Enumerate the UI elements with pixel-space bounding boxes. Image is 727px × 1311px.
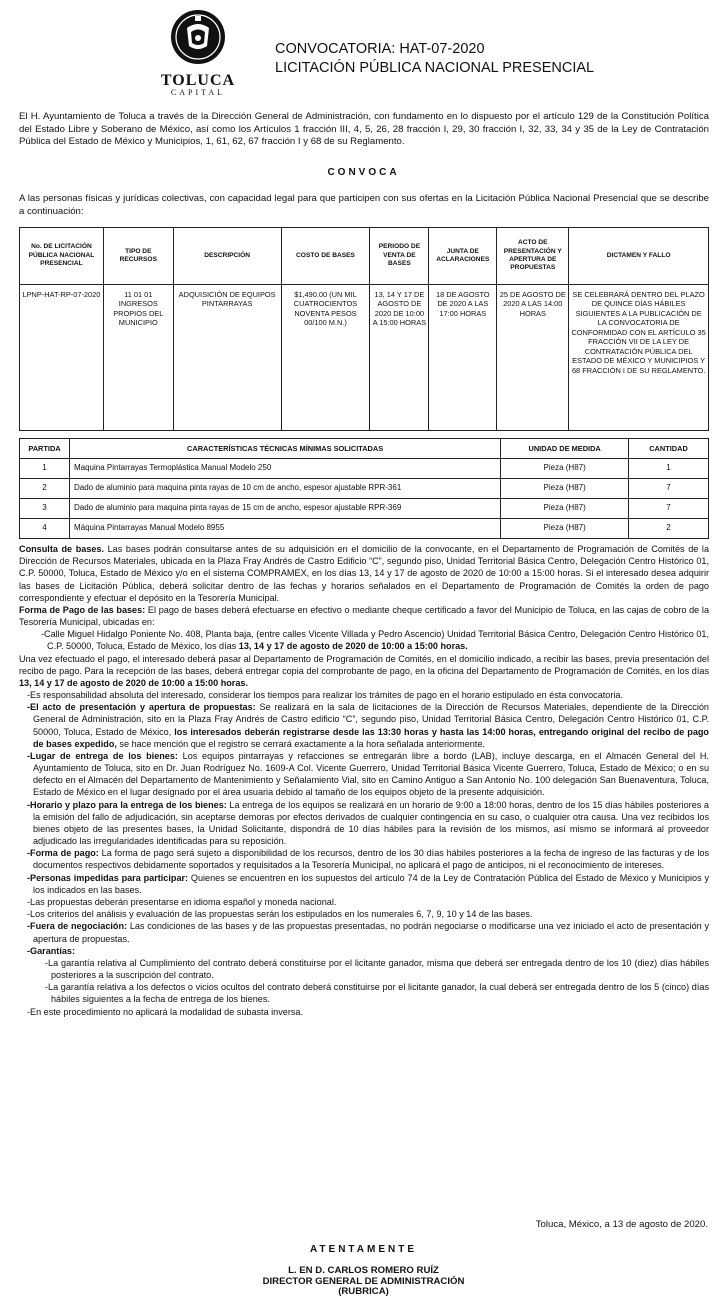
table-cell: 7 xyxy=(629,499,709,519)
table-header: No. DE LICITACIÓN PÚBLICA NACIONAL PRESENCIAL xyxy=(20,228,104,285)
criterios-paragraph: -Los criterios del análisis y evaluación de las propuestas serán los estipulados en los numerales 6, 7, 9, 10 y 14 de las bases. xyxy=(27,909,533,920)
table-header: DESCRIPCIÓN xyxy=(173,228,281,285)
forma-bases-paragraph: Forma de Pago de las bases: El pago de bases deberá efectuarse en efectivo o mediante cheque certificado a favor del Municipio de Toluca, en las cajas de cobro de la Tesorería Municipal, ubicadas en: xyxy=(19,604,710,628)
table-header: TIPO DE RECURSOS xyxy=(103,228,173,285)
table-cell: 7 xyxy=(629,479,709,499)
logo-name: TOLUCA xyxy=(160,71,236,89)
forma-bases-label: Forma de Pago de las bases: xyxy=(19,604,146,615)
table-cell: $1,490.00 (UN MIL CUATROCIENTOS NOVENTA PESOS 00/100 M.N.) xyxy=(281,285,370,431)
table-cell: LPNP-HAT-RP-07-2020 xyxy=(20,285,104,431)
table-cell: 2 xyxy=(629,519,709,539)
table-cell: Dado de aluminio para maquina pinta rayas de 15 cm de ancho, espesor ajustable RPR-369 xyxy=(69,499,500,519)
table-header: UNIDAD DE MEDIDA xyxy=(501,439,629,459)
intro-paragraph: El H. Ayuntamiento de Toluca a través de la Dirección General de Administración, con fundamento en lo dispuesto por el artículo 129 de la Constitución Política del Estado Libre y Soberano de México, así como los Artículos 1 fracción III, 4, 5, 26, 28 fracción I, 29, 30 fracción I, 32, 33, 34 y 35 de la Ley de Contratación Pública del Estado de México y Municipios, 1, 61, 62, 67 fracción I y 68 de su Reglamento. xyxy=(19,111,709,148)
table-row xyxy=(20,499,709,519)
responsabilidad-paragraph: -Es responsabilidad absoluta del interesado, considerar los tiempos para realizar los trámites de pago en el horario estipulado en ésta convocatoria. xyxy=(27,690,623,701)
table-cell: 11 01 01 INGRESOS PROPIOS DEL MUNICIPIO xyxy=(103,285,173,431)
convoca-heading: CONVOCA xyxy=(327,167,400,178)
negociacion-label: -Fuera de negociación: xyxy=(27,921,128,932)
terms-body xyxy=(19,543,709,1018)
table-cell: Pieza (H87) xyxy=(501,479,629,499)
efectuado-paragraph: Una vez efectuado el pago, el interesado deberá pasar al Departamento de Programación de Comités, en el domicilio indicado, a recibir las bases, previa presentación del recibo de pago. Para la recepción de las bases, deberá entregar copia del comprobante de pago, en la oficina del Departamento de Programación de Comités, en los días 13, 14 y 17 de agosto de 2020 de 10:00 a 15:00 horas. xyxy=(19,653,709,688)
signature-block xyxy=(0,1266,727,1298)
toluca-logo xyxy=(158,8,238,97)
table-header: COSTO DE BASES xyxy=(281,228,370,285)
consulta-paragraph: Consulta de bases. Las bases podrán consultarse antes de su adquisición en el domicilio de la convocante, en el Departamento de Programación de Comités de la Dirección de Recursos Materiales, ubicada en la Plaza Fray Andrés de Castro Edificio “C”, segundo piso, Unidad Territorial Básica Centro, Delegación Centro Histórico 01, C.P. 50000, Toluca, Estado de México y/o en el sistema COMPRAMEX, en los días 13, 14 y 17 de agosto de 2020 de 10:00 a 15:00 horas. Si el interesado desea adquirir las bases de Licitación Pública, deberá solicitar dentro de las fechas y horarios señalados en el Departamento de Programación de Comités la orden de pago correspondiente y efectuar el depósito en la Tesorería Municipal. xyxy=(19,544,709,603)
table-cell: Máquina Pintarrayas Manual Modelo 8955 xyxy=(69,519,500,539)
calle-paragraph: -Calle Miguel Hidalgo Poniente No. 408, Planta baja, (entre calles Vicente Villada y Pedro Ascencio) Unidad Territorial Básica Centro, Delegación Centro Histórico 01, C.P. 50000, Toluca, Estado de México, los días 13, 14 y 17 de agosto de 2020 de 10:00 a 15:00 horas. xyxy=(41,629,709,652)
page-title xyxy=(275,40,594,77)
table-cell: ADQUISICIÓN DE EQUIPOS PINTARRAYAS xyxy=(173,285,281,431)
table-cell: Pieza (H87) xyxy=(501,519,629,539)
subasta-paragraph: -En este procedimiento no aplicará la modalidad de subasta inversa. xyxy=(27,1006,304,1017)
document-date: Toluca, México, a 13 de agosto de 2020. xyxy=(535,1219,708,1230)
rubrica-label: (RUBRICA) xyxy=(338,1286,389,1298)
table-header: ACTO DE PRESENTACIÓN Y APERTURA DE PROPUESTAS xyxy=(497,228,569,285)
table-header-row xyxy=(20,439,709,459)
table-cell: 18 DE AGOSTO DE 2020 A LAS 17:00 HORAS xyxy=(429,285,497,431)
table-header-row xyxy=(20,228,709,285)
table-header: CARACTERÍSTICAS TÉCNICAS MÍNIMAS SOLICITADAS xyxy=(69,439,500,459)
acto-paragraph: -El acto de presentación y apertura de propuestas: Se realizará en la sala de licitaciones de la Dirección de Recursos Materiales, dependiente de la Dirección General de Administración, sito en la Plaza Fray Andrés de Castro edificio “C”, segundo piso, Unidad Territorial Básica Centro, Delegación Centro Histórico 01, C.P. 50000, Toluca, Estado de México, los interesados deberán registrarse desde las 13:30 horas y hasta las 14:00 horas, entregando original del recibo de pago de bases expedido, se hace mención que el registro se cerrará exactamente a la hora señalada anteriormente. xyxy=(27,702,709,749)
table-cell: Dado de aluminio para maquina pinta rayas de 10 cm de ancho, espesor ajustable RPR-361 xyxy=(69,479,500,499)
licitacion-table xyxy=(19,227,709,431)
table-row xyxy=(20,479,709,499)
impedidas-label: -Personas impedidas para participar: xyxy=(27,872,189,883)
table-cell: Pieza (H87) xyxy=(501,499,629,519)
partidas-table xyxy=(19,438,709,539)
atentamente-heading: ATENTAMENTE xyxy=(309,1244,418,1255)
garantias-heading: -Garantías: xyxy=(27,945,76,956)
consulta-label: Consulta de bases. xyxy=(19,544,105,554)
table-cell: 1 xyxy=(629,459,709,479)
horario-label: -Horario y plazo para la entrega de los bienes: xyxy=(27,799,227,810)
table-header: PERIODO DE VENTA DE BASES xyxy=(370,228,429,285)
garantia-cumplimiento: -La garantía relativa al Cumplimiento del contrato deberá constituirse por el licitante ganador, misma que deberá ser entregada dentro de los 10 (diez) días hábiles posteriores a la suscripción del contrato. xyxy=(45,957,709,981)
negociacion-paragraph: -Fuera de negociación: Las condiciones de las bases y de las propuestas presentadas, no podrán negociarse o modificarse una vez iniciado el acto de presentación y apertura de propuestas. xyxy=(27,921,710,944)
title-line-1: CONVOCATORIA: HAT-07-2020 xyxy=(275,41,485,57)
table-cell: 13, 14 Y 17 DE AGOSTO DE 2020 DE 10:00 A 15:00 HORAS xyxy=(370,285,429,431)
lugar-paragraph: -Lugar de entrega de los bienes: Los equipos pintarrayas y refacciones se entregarán libre a bordo (LAB), incluye descarga, en el Almacén General del H. Ayuntamiento de Toluca, sito en Dr. Juan Rodríguez No. 1609-A Col. Vicente Guerrero, Unidad Territorial Básica Vicente Guerrero, Toluca, Estado de México; o en su defecto en el Almacén del Departamento de Mantenimiento y Señalamiento Vial, sito en Camino Antiguo a San Antonio No. 100 delegación San Buenaventura, Toluca, Estado de México en el lugar designado por el área usuaria debido al tamaño de los equipos objeto de la presente adquisición. xyxy=(27,750,709,798)
table-row xyxy=(20,459,709,479)
garantia-vicios-ocultos: -La garantía relativa a los defectos o vicios ocultos del contrato deberá constituirse por el licitante ganador, la cual deberá ser entregada dentro de los 5 (cinco) días hábiles siguientes a la fecha de entrega de los bienes. xyxy=(45,982,709,1005)
table-row xyxy=(20,285,709,431)
table-cell: Maquina Pintarrayas Termoplástica Manual Modelo 250 xyxy=(69,459,500,479)
logo-subtitle: CAPITAL xyxy=(170,87,226,97)
table-cell: 4 xyxy=(20,519,70,539)
horario-paragraph: -Horario y plazo para la entrega de los bienes: La entrega de los equipos se realizará en un horario de 9:00 a 18:00 horas, dentro de los 15 días hábiles posteriores a la emisión del fallo de adjudicación, sin aceptarse demoras por efectos derivados de cualquier contingencia en su caso, o cualquier otra causa. Una vez recibidos los bienes objeto de las presentes bases, la Unidad Solicitante, dispondrá de 10 días hábiles para la revisión de los mismos, así mismo se informará al proveedor adjudicado las irregularidades identificadas para su reposición. xyxy=(27,799,709,847)
table-cell: 2 xyxy=(20,479,70,499)
table-cell: 3 xyxy=(20,499,70,519)
personas-paragraph: A las personas físicas y jurídicas colectivas, con capacidad legal para que participen con sus ofertas en la Licitación Pública Nacional Presencial que se describe a continuación: xyxy=(19,193,709,217)
table-header: JUNTA DE ACLARACIONES xyxy=(429,228,497,285)
lugar-label: -Lugar de entrega de los bienes: xyxy=(27,750,178,761)
table-cell: Pieza (H87) xyxy=(501,459,629,479)
forma-pago-label: -Forma de pago: xyxy=(27,848,99,859)
city-seal-icon xyxy=(167,8,229,66)
table-row xyxy=(20,519,709,539)
table-cell: 25 DE AGOSTO DE 2020 A LAS 14:00 HORAS xyxy=(497,285,569,431)
signer-name: L. EN D. CARLOS ROMERO RUÍZ xyxy=(288,1265,439,1276)
table-cell: SE CELEBRARÁ DENTRO DEL PLAZO DE QUINCE DÍAS HÁBILES SIGUIENTES A LA PUBLICACIÓN DE LA CONVOCATORIA DE CONFORMIDAD CON EL ARTÍCULO 35 FRACCIÓN VII DE LA LEY DE CONTRATACIÓN PÚBLICA DEL ESTADO DE MÉXICO Y MUNICIPIOS Y 68 FRACCIÓN I DE SU REGLAMENTO. xyxy=(569,285,709,431)
signer-position: DIRECTOR GENERAL DE ADMINISTRACIÓN xyxy=(262,1275,465,1287)
table-header: DICTAMEN Y FALLO xyxy=(569,228,709,285)
impedidas-paragraph: -Personas impedidas para participar: Quienes se encuentren en los supuestos del artículo 74 de la Ley de Contratación Pública del Estado de México y Municipios y los indicados en las bases. xyxy=(27,872,709,895)
idioma-paragraph: -Las propuestas deberán presentarse en idioma español y moneda nacional. xyxy=(27,896,337,907)
table-cell: 1 xyxy=(20,459,70,479)
forma-pago-paragraph: -Forma de pago: La forma de pago será sujeto a disponibilidad de los recursos, dentro de los 30 días hábiles posteriores a la fecha de ingreso de las facturas y de los documentos respectivos debidamente soportados y requisitados a la Tesorería Municipal, no aplicará el pago de anticipos, ni el reconocimiento de intereses. xyxy=(27,848,709,871)
table-header: CANTIDAD xyxy=(629,439,709,459)
title-line-2: LICITACIÓN PÚBLICA NACIONAL PRESENCIAL xyxy=(275,59,595,76)
acto-label: -El acto de presentación y apertura de propuestas: xyxy=(27,702,256,713)
table-header: PARTIDA xyxy=(20,439,70,459)
